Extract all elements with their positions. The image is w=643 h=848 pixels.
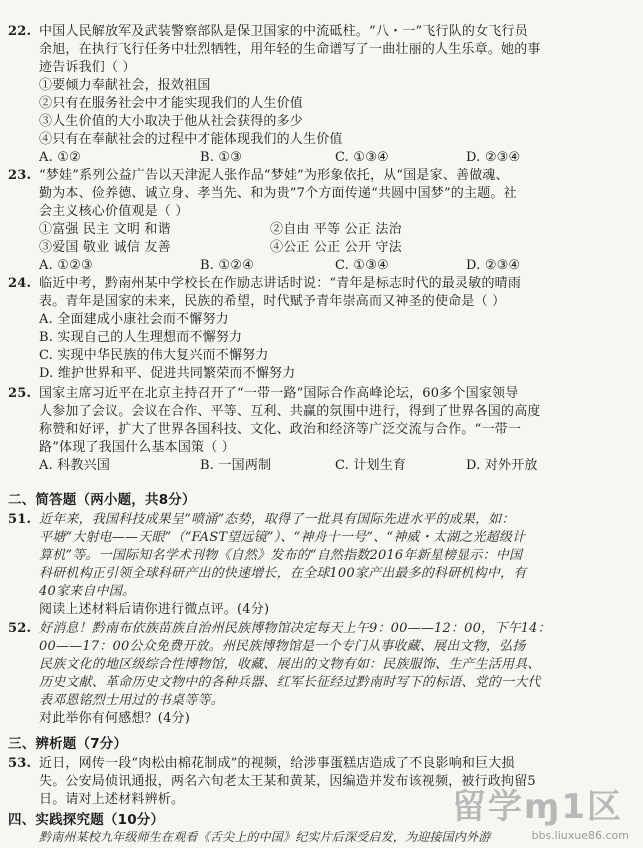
- section-heading-analysis: 三、辨析题（7分）: [8, 736, 128, 752]
- q22-option-d: D. ②③④: [466, 150, 521, 165]
- q23-statement-3: ③爱国 敬业 诚信 友善: [39, 240, 171, 255]
- q23-option-d: D. ②③④: [466, 258, 521, 273]
- q52-line2: 00——17：00公众免费开放。州民族博物馆是一个专门从事收藏、展出文物，弘扬: [39, 639, 526, 654]
- q25-stem-line3: 称赞和好评，扩大了世界各国科技、文化、政治和经济等广泛交流与合作。“一带一: [39, 422, 522, 437]
- q52-prompt: 对此举你有何感想？(4分): [39, 711, 191, 726]
- q23-stem-line1: “梦娃”系列公益广告以天津泥人张作品“梦娃”为形象依托，从“国是家、善做魂、: [39, 168, 509, 183]
- q22-statement-3: ③人生价值的大小取决于他从社会获得的多少: [39, 114, 304, 129]
- watermark-url: bbs.liuxue86.com: [531, 829, 629, 842]
- q22-statement-1: ①要倾力奉献社会，报效祖国: [39, 78, 211, 93]
- q25-option-b: B. 一国两制: [200, 458, 272, 473]
- q25-option-a: A. 科教兴国: [39, 458, 111, 473]
- q24-stem-line1: 临近中考，黔南州某中学校长在作励志讲话时说：“青年是标志时代的最灵敏的晴雨: [39, 276, 522, 291]
- q52-number: 52.: [8, 621, 32, 636]
- q22-stem-line1: 中国人民解放军及武装警察部队是保卫国家的中流砥柱。“八・一”飞行队的女飞行员: [39, 24, 528, 39]
- q51-line5: 40家来自中国。: [39, 584, 136, 599]
- q24-option-c: C. 实现中华民族的伟大复兴而不懈努力: [39, 348, 269, 363]
- q53-line2: 失。公安局侦讯通报，两名六旬老太王某和黄某，因编造并发布该视频，被行政拘留5: [39, 774, 536, 789]
- q51-line2: 平塘“大射电——天眼”（“FAST望远镜”）、“神舟十一号”、“神威・太湖之光超级计: [39, 530, 526, 545]
- q25-stem-line4: 路”体现了我国什么基本国策（ ）: [39, 440, 235, 455]
- q22-stem-line3: 迹告诉我们（ ）: [39, 60, 136, 75]
- practice-material-line1: 黔南州某校九年级师生在观看《舌尖上的中国》纪实片后深受启发，为迎接国内外游: [39, 830, 491, 844]
- q22-option-b: B. ①③: [200, 150, 243, 165]
- q23-statement-2: ②自由 平等 公正 法治: [270, 222, 402, 237]
- watermark-logo: 留学ɱ1区: [451, 787, 623, 827]
- q51-number: 51.: [8, 512, 32, 527]
- q23-statement-1: ①富强 民主 文明 和谐: [39, 222, 171, 237]
- q25-number: 25.: [8, 386, 32, 401]
- q24-option-d: D. 维护世界和平、促进共同繁荣而不懈努力: [39, 366, 296, 381]
- q22-stem-line2: 余旭，在执行飞行任务中壮烈牺牲，用年轻的生命谱写了一曲壮丽的人生乐章。她的事: [39, 42, 541, 57]
- q24-option-b: B. 实现自己的人生理想而不懈努力: [39, 330, 243, 345]
- q52-line5: 表邓恩铭烈士用过的书桌等等。: [39, 693, 224, 708]
- section-heading-short-answer: 二、简答题（两小题，共8分）: [8, 492, 196, 508]
- q23-stem-line2: 勤为本、俭养德、诚立身、孝当先、和为贵”7个方面传递“共圆中国梦”的主题。社: [39, 186, 517, 201]
- q51-line1: 近年来，我国科技成果呈“喷涌”态势，取得了一批具有国际先进水平的成果，如：: [39, 512, 515, 527]
- q24-option-a: A. 全面建成小康社会而不懈努力: [39, 312, 229, 327]
- q52-line1: 好消息！黔南布依族苗族自治州民族博物馆决定每天上午9：00——12：00，下午14：: [39, 621, 551, 636]
- q25-stem-line2: 人参加了会议。会议在合作、平等、互利、共赢的氛围中进行，得到了世界各国的高度: [39, 404, 541, 419]
- q23-option-a: A. ①②③: [39, 258, 93, 273]
- q52-line3: 民族文化的地区级综合性博物馆，收藏、展出的文物有如：民族服饰、生产生活用具、: [39, 657, 541, 672]
- q22-number: 22.: [8, 24, 32, 39]
- q23-number: 23.: [8, 168, 32, 183]
- q25-option-c: C. 计划生育: [335, 458, 407, 473]
- q51-prompt: 阅读上述材料后请你进行微点评。(4分): [39, 602, 270, 617]
- section-heading-practice: 四、实践探究题（10分）: [8, 812, 165, 828]
- q22-option-a: A. ①②: [39, 150, 81, 165]
- q24-number: 24.: [8, 276, 32, 291]
- q22-statement-4: ④只有在奉献社会的过程中才能体现我们的人生价值: [39, 132, 343, 147]
- q22-statement-2: ②只有在服务社会中才能实现我们的人生价值: [39, 96, 304, 111]
- q24-stem-line2: 表。青年是国家的未来，民族的希望，时代赋予青年崇高而又神圣的使命是（ ）: [39, 294, 506, 309]
- q23-option-b: B. ①②④: [200, 258, 254, 273]
- q23-option-c: C. ①③④: [335, 258, 389, 273]
- q25-stem-line1: 国家主席习近平在北京主持召开了“一带一路”国际合作高峰论坛，60多个国家领导: [39, 386, 519, 401]
- q53-line3: 日。请对上述材料辨析。: [39, 792, 185, 807]
- q25-option-d: D. 对外开放: [466, 458, 538, 473]
- q23-statement-4: ④公正 公正 公开 守法: [270, 240, 402, 255]
- q53-line1: 近日，网传一段“肉松由棉花制成”的视频，给涉事蛋糕店造成了不良影响和巨大损: [39, 756, 515, 771]
- q23-stem-line3: 会主义核心价值观是（ ）: [39, 204, 189, 219]
- q51-line3: 算机”等。一国际知名学术刊物《自然》发布的“自然指数2016年新星榜显示：中国: [39, 548, 523, 563]
- q53-number: 53.: [8, 756, 32, 771]
- q51-line4: 科研机构正引领全球科研产出的快速增长，在全球100家产出最多的科研机构中，有: [39, 566, 527, 581]
- q52-line4: 历史文献、革命历史文物中的各种兵器、红军长征经过黔南时写下的标语、党的一大代: [39, 675, 541, 690]
- q22-option-c: C. ①③④: [335, 150, 389, 165]
